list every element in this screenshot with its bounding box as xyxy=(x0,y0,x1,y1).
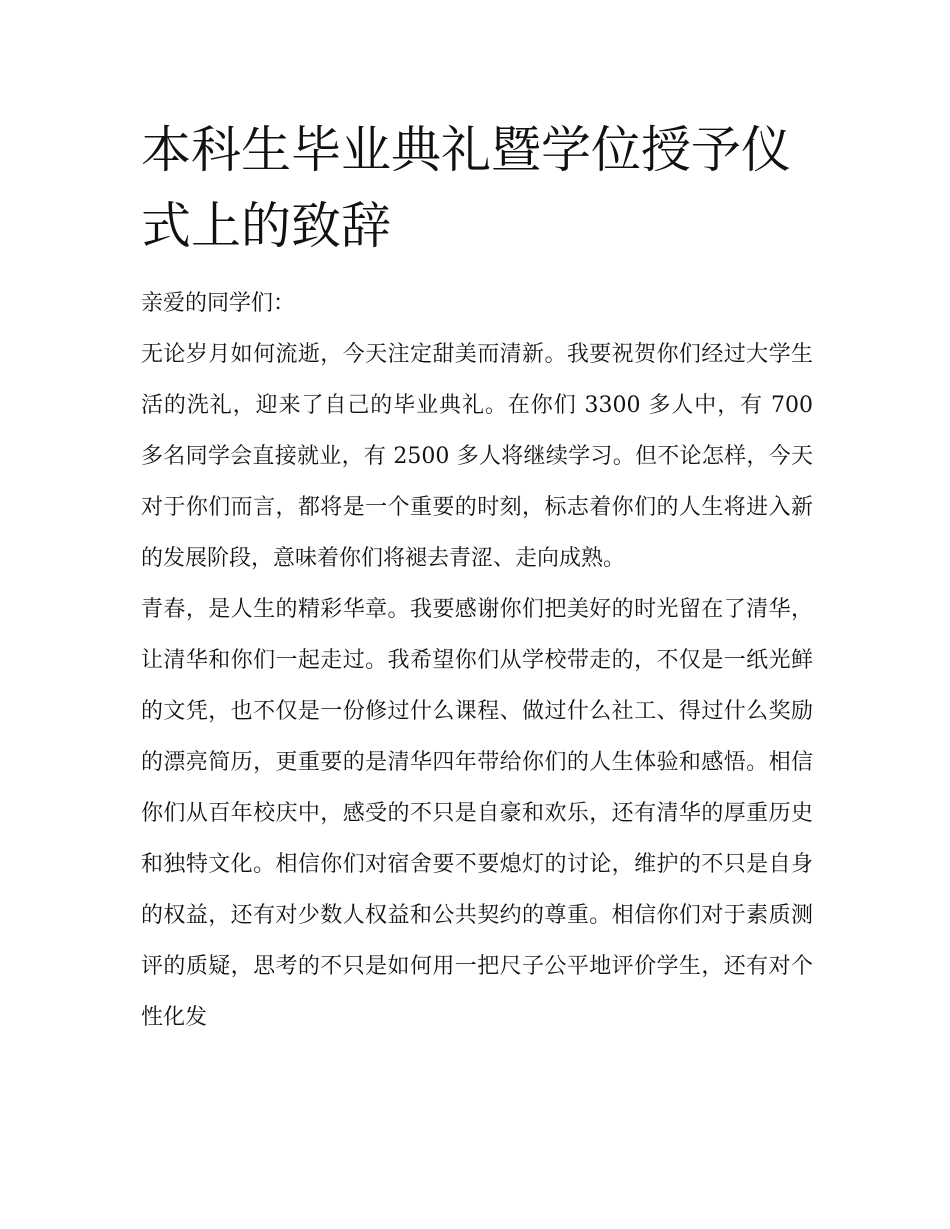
paragraph-2: 青春，是人生的精彩华章。我要感谢你们把美好的时光留在了清华，让清华和你们一起走过。我希望你们从学校带走的，不仅是一纸光鲜的文凭，也不仅是一份修过什么课程、做过什么社工、得过什么奖励的漂亮简历，更重要的是清华四年带给你们的人生体验和感悟。相信你们从百年校庆中，感受的不只是自豪和欢乐，还有清华的厚重历史和独特文化。相信你们对宿舍要不要熄灯的讨论，维护的不只是自身的权益，还有对少数人权益和公共契约的尊重。相信你们对于素质测评的质疑，思考的不只是如何用一把尺子公平地评价学生，还有对个性化发 xyxy=(141,597,813,1030)
paragraph-1: 无论岁月如何流逝，今天注定甜美而清新。我要祝贺你们经过大学生活的洗礼，迎来了自己的毕业典礼。在你们 3300 多人中，有 700 多名同学会直接就业，有 2500 多人将继续学习。但不论怎样，今天对于你们而言，都将是一个重要的时刻，标志着你们的人生将进入新的发展阶段，意味着你们将褪去青涩、走向成熟。 xyxy=(141,342,813,571)
document-body xyxy=(141,112,813,1043)
salutation: 亲爱的同学们： xyxy=(141,291,296,316)
document-title: 本科生毕业典礼暨学位授予仪式上的致辞 xyxy=(141,121,791,255)
